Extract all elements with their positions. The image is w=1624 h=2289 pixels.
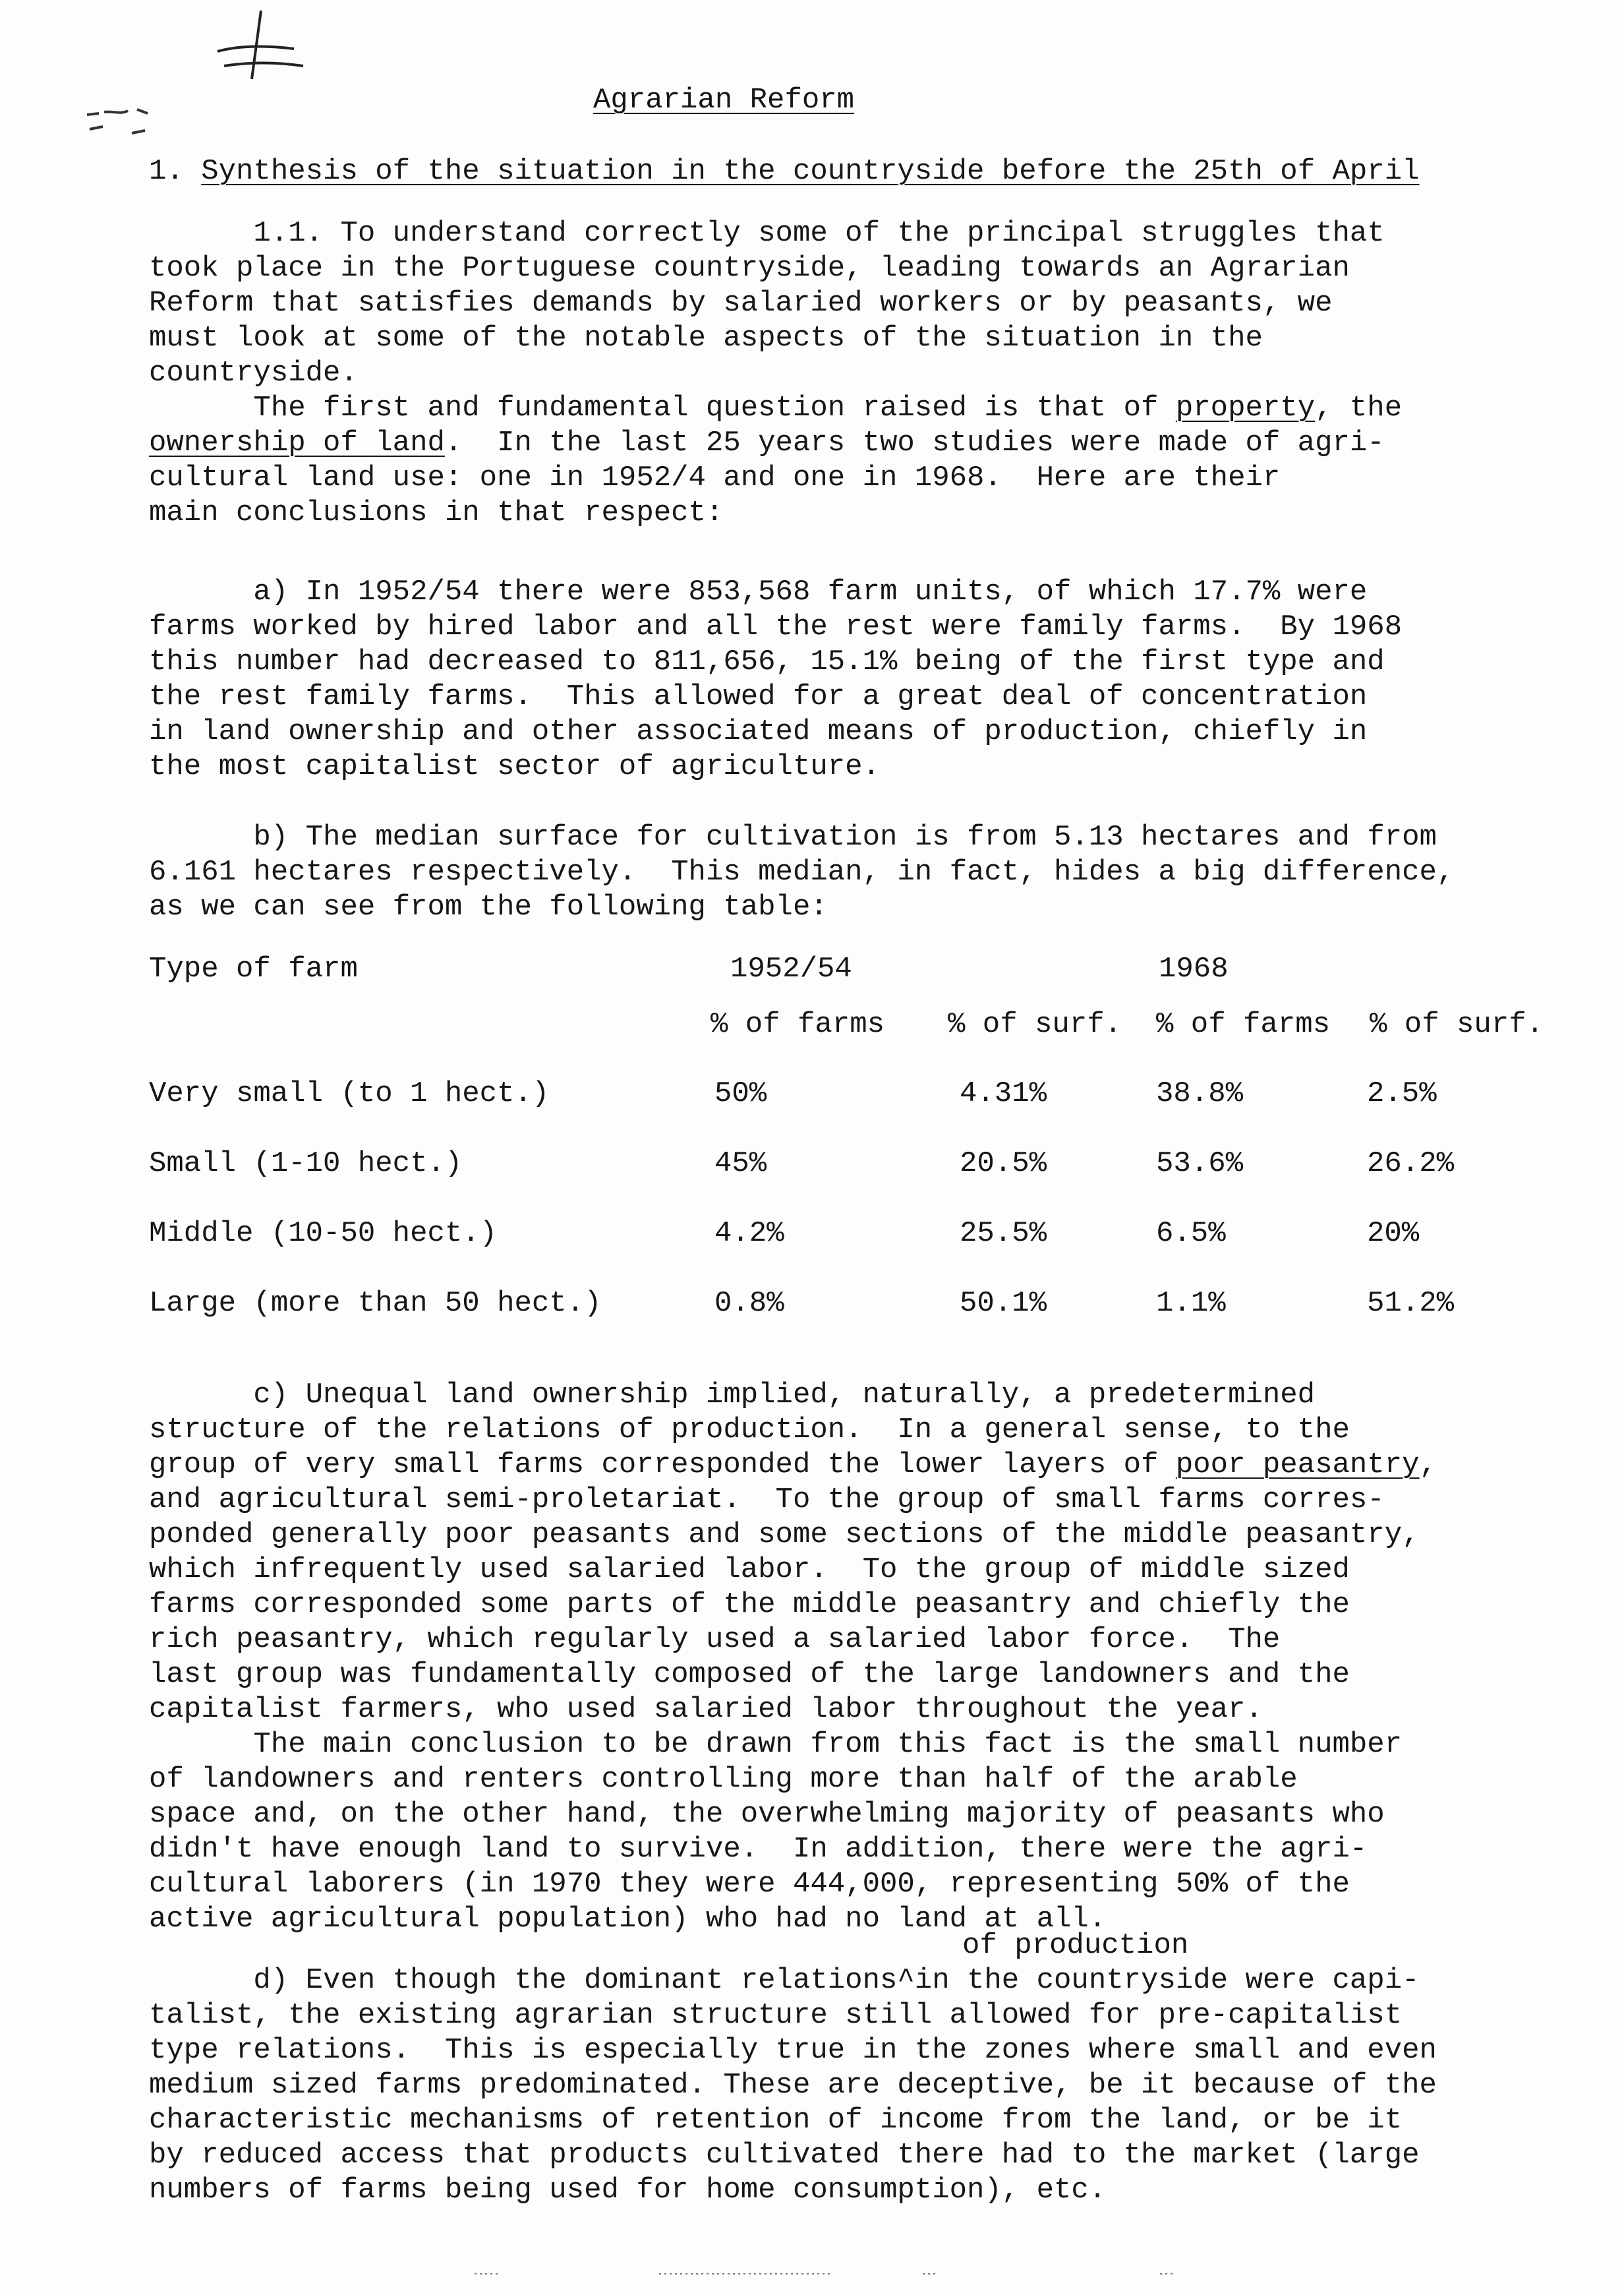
text-span: of landowners and renters controlling more than half of the arable bbox=[149, 1763, 1298, 1796]
table-cell-surf-1968: 2.5% bbox=[1367, 1077, 1437, 1110]
text-span: Reform that satisfies demands by salaried workers or by peasants, we bbox=[149, 287, 1333, 320]
paragraph-d-line: numbers of farms being used for home consumption), etc. bbox=[149, 2174, 1107, 2207]
text-span: ponded generally poor peasants and some sections of the middle peasantry, bbox=[149, 1518, 1420, 1551]
section-number: 1. bbox=[149, 155, 184, 188]
text-span: , the bbox=[1315, 392, 1403, 425]
paragraph-1-1-line bbox=[149, 461, 1599, 496]
table-subheader-farms-1: % of farms bbox=[710, 1008, 885, 1041]
paragraph-c-line bbox=[149, 1448, 1599, 1483]
table-cell-type: Very small (to 1 hect.) bbox=[149, 1077, 550, 1110]
table-row bbox=[149, 1215, 1599, 1252]
text-span: active agricultural population) who had no land at all. bbox=[149, 1903, 1107, 1936]
table-cell-farms-1968: 1.1% bbox=[1156, 1287, 1226, 1320]
table-cell-surf-1968: 26.2% bbox=[1367, 1147, 1455, 1180]
text-span: . In the last 25 years two studies were made of agri- bbox=[444, 427, 1385, 460]
paragraph-c-line bbox=[149, 1727, 1599, 1762]
text-span: rich peasantry, which regularly used a salaried labor force. The bbox=[149, 1623, 1281, 1656]
paragraph-c-line bbox=[149, 1657, 1599, 1692]
text-span: The first and fundamental question raised is that of bbox=[149, 392, 1176, 425]
table-cell-type: Large (more than 50 hect.) bbox=[149, 1287, 602, 1320]
paragraph-a-line: the most capitalist sector of agriculture. bbox=[149, 750, 880, 783]
text-span: structure of the relations of production. In a general sense, to the bbox=[149, 1413, 1350, 1446]
table-subheader-row bbox=[149, 1006, 1599, 1043]
table-cell-surf-1952: 50.1% bbox=[960, 1287, 1047, 1320]
paragraph-c-line bbox=[149, 1518, 1599, 1553]
paragraph-c-line bbox=[149, 1797, 1599, 1832]
table-row bbox=[149, 1285, 1599, 1322]
paragraph-d-line: talist, the existing agrarian structure still allowed for pre-capitalist bbox=[149, 1999, 1403, 2032]
text-span: space and, on the other hand, the overwhelming majority of peasants who bbox=[149, 1798, 1385, 1831]
table-header-year-1: 1952/54 bbox=[730, 953, 852, 986]
paragraph-c-line bbox=[149, 1553, 1599, 1588]
text-span: must look at some of the notable aspects of the situation in the bbox=[149, 322, 1263, 355]
text-span: cultural laborers (in 1970 they were 444,000, representing 50% of the bbox=[149, 1868, 1350, 1901]
paragraph-1-1-line bbox=[149, 251, 1599, 286]
text-span: and agricultural semi-proletariat. To the group of small farms corres- bbox=[149, 1483, 1385, 1516]
paragraph-c-line bbox=[149, 1588, 1599, 1622]
text-span: main conclusions in that respect: bbox=[149, 496, 724, 529]
paragraph-c-line bbox=[149, 1832, 1599, 1867]
table-header-year-2: 1968 bbox=[1159, 953, 1229, 986]
paragraph-1-1-line bbox=[149, 496, 1599, 531]
paragraph-d bbox=[149, 1963, 1599, 2208]
paragraph-1-1 bbox=[149, 216, 1599, 531]
paragraph-b-line: 6.161 hectares respectively. This median, in fact, hides a big difference, bbox=[149, 856, 1455, 889]
paragraph-d-line: by reduced access that products cultivated there had to the market (large bbox=[149, 2139, 1420, 2172]
text-span: cultural land use: one in 1952/4 and one in 1968. Here are their bbox=[149, 461, 1281, 494]
table-cell-surf-1952: 25.5% bbox=[960, 1217, 1047, 1250]
margin-scribble-icon bbox=[84, 100, 190, 146]
table-cell-surf-1952: 20.5% bbox=[960, 1147, 1047, 1180]
table-cell-farms-1968: 6.5% bbox=[1156, 1217, 1226, 1250]
table-row bbox=[149, 1075, 1599, 1112]
paragraph-1-1-line bbox=[149, 216, 1599, 251]
table-row bbox=[149, 1145, 1599, 1182]
paragraph-1-1-line bbox=[149, 286, 1599, 321]
text-span: 1.1. To understand correctly some of the principal struggles that bbox=[149, 217, 1385, 250]
paragraph-c bbox=[149, 1378, 1599, 1937]
paragraph-c-line bbox=[149, 1762, 1599, 1797]
paragraph-c-line bbox=[149, 1378, 1599, 1413]
paragraph-b-line: as we can see from the following table: bbox=[149, 891, 828, 924]
table-cell-type: Middle (10-50 hect.) bbox=[149, 1217, 498, 1250]
paragraph-c-line bbox=[149, 1483, 1599, 1518]
paragraph-a-line: in land ownership and other associated means of production, chiefly in bbox=[149, 715, 1368, 748]
table-subheader-farms-2: % of farms bbox=[1156, 1008, 1331, 1041]
table-cell-surf-1968: 20% bbox=[1367, 1217, 1420, 1250]
text-span: farms corresponded some parts of the middle peasantry and chiefly the bbox=[149, 1588, 1350, 1621]
paragraph-a-line: this number had decreased to 811,656, 15.1% being of the first type and bbox=[149, 645, 1385, 678]
paragraph-a-line: farms worked by hired labor and all the rest were family farms. By 1968 bbox=[149, 610, 1403, 643]
section-heading bbox=[149, 152, 1420, 191]
paragraph-a-line: the rest family farms. This allowed for a great deal of concentration bbox=[149, 680, 1368, 713]
farm-distribution-table bbox=[149, 951, 1599, 1355]
table-cell-type: Small (1-10 hect.) bbox=[149, 1147, 463, 1180]
page-title: Agrarian Reform bbox=[593, 84, 855, 117]
paragraph-d-line: d) Even though the dominant relations^in the countryside were capi- bbox=[149, 1964, 1420, 1997]
paragraph-b-line: b) The median surface for cultivation is from 5.13 hectares and from bbox=[149, 821, 1437, 854]
text-span: which infrequently used salaried labor. To the group of middle sized bbox=[149, 1553, 1350, 1586]
text-span: countryside. bbox=[149, 357, 358, 390]
table-subheader-surf-1: % of surf. bbox=[948, 1008, 1122, 1041]
text-span: c) Unequal land ownership implied, naturally, a predetermined bbox=[149, 1379, 1316, 1412]
handwritten-mark-icon bbox=[210, 8, 308, 87]
paragraph-c-line bbox=[149, 1692, 1599, 1727]
paragraph-1-1-line bbox=[149, 321, 1599, 356]
text-span: The main conclusion to be drawn from this fact is the small number bbox=[149, 1728, 1403, 1761]
bottom-edge-artifact-icon bbox=[461, 2271, 1186, 2277]
table-cell-farms-1968: 53.6% bbox=[1156, 1147, 1244, 1180]
table-header-type: Type of farm bbox=[149, 953, 358, 986]
table-header-row bbox=[149, 951, 1599, 988]
text-span: , bbox=[1419, 1448, 1437, 1481]
paragraph-c-line bbox=[149, 1413, 1599, 1448]
paragraph-1-1-line bbox=[149, 426, 1599, 461]
text-span: group of very small farms corresponded the lower layers of bbox=[149, 1448, 1176, 1481]
paragraph-1-1-line bbox=[149, 391, 1599, 426]
text-span: took place in the Portuguese countryside, leading towards an Agrarian bbox=[149, 252, 1350, 285]
paragraph-d-line: medium sized farms predominated. These are deceptive, be it because of the bbox=[149, 2069, 1437, 2102]
table-subheader-surf-2: % of surf. bbox=[1370, 1008, 1544, 1041]
paragraph-c-line bbox=[149, 1867, 1599, 1902]
paragraph-c-line bbox=[149, 1622, 1599, 1657]
table-cell-surf-1968: 51.2% bbox=[1367, 1287, 1455, 1320]
paragraph-a bbox=[149, 575, 1599, 785]
table-cell-surf-1952: 4.31% bbox=[960, 1077, 1047, 1110]
paragraph-d-line: type relations. This is especially true in the zones where small and even bbox=[149, 2034, 1437, 2067]
text-span: last group was fundamentally composed of the large landowners and the bbox=[149, 1658, 1350, 1691]
table-cell-farms-1952: 50% bbox=[714, 1077, 767, 1110]
underlined-phrase: property bbox=[1175, 392, 1316, 425]
table-body bbox=[149, 1075, 1599, 1322]
paragraph-a-line: a) In 1952/54 there were 853,568 farm units, of which 17.7% were bbox=[149, 576, 1368, 609]
insert-text: of production bbox=[962, 1929, 1189, 1962]
paragraph-d-insert bbox=[962, 1928, 1358, 1963]
table-cell-farms-1952: 4.2% bbox=[714, 1217, 784, 1250]
underlined-phrase: poor peasantry bbox=[1175, 1448, 1420, 1481]
paragraph-b bbox=[149, 820, 1599, 925]
table-cell-farms-1968: 38.8% bbox=[1156, 1077, 1244, 1110]
paragraph-d-line: characteristic mechanisms of retention of income from the land, or be it bbox=[149, 2104, 1403, 2137]
paragraph-1-1-line bbox=[149, 356, 1599, 391]
section-heading-text: Synthesis of the situation in the countryside before the 25th of April bbox=[201, 155, 1420, 188]
table-cell-farms-1952: 0.8% bbox=[714, 1287, 784, 1320]
text-span: didn't have enough land to survive. In addition, there were the agri- bbox=[149, 1833, 1368, 1866]
paragraph-c-line bbox=[149, 1902, 1599, 1937]
table-cell-farms-1952: 45% bbox=[714, 1147, 767, 1180]
underlined-phrase: ownership of land bbox=[149, 427, 445, 460]
text-span: capitalist farmers, who used salaried labor throughout the year. bbox=[149, 1693, 1263, 1726]
